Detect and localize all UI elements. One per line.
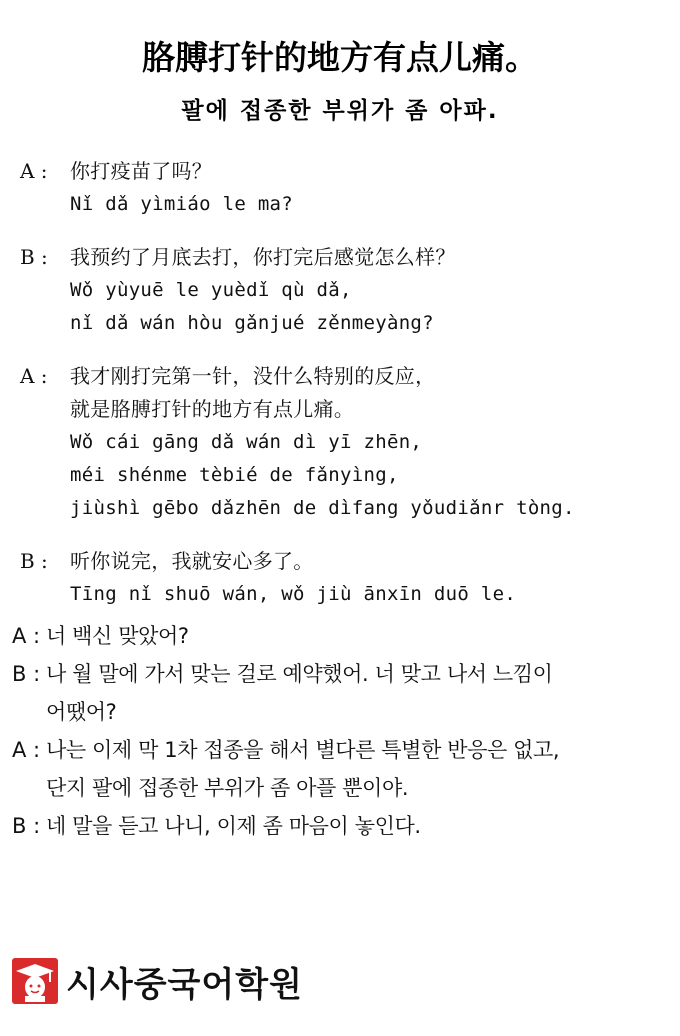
pinyin-line: Wǒ yùyuē le yuèdǐ qù dǎ, [70, 279, 352, 301]
chinese-line: 就是胳膊打针的地方有点儿痛。 [70, 397, 355, 421]
pinyin-line: Wǒ cái gāng dǎ wán dì yī zhēn, [70, 431, 423, 453]
speaker-label: B : [20, 549, 48, 573]
korean-line: 어땠어? [46, 700, 117, 724]
pinyin-line: jiùshì gēbo dǎzhēn de dìfang yǒudiǎnr tòng. [70, 497, 575, 519]
korean-line: 네 말을 듣고 나니, 이제 좀 마음이 놓인다. [46, 814, 421, 838]
speaker-label: B : [12, 662, 41, 686]
brand-logo [10, 956, 303, 1006]
dialogue-turn [20, 360, 670, 525]
pinyin-line: Tīng nǐ shuō wán, wǒ jiù ānxīn duō le. [70, 583, 517, 605]
page-subtitle: 팔에 접종한 부위가 좀 아파. [181, 98, 499, 124]
pinyin-line: Nǐ dǎ yìmiáo le ma? [70, 193, 294, 215]
speaker-label: A : [20, 364, 48, 388]
translation-turn [12, 617, 672, 655]
korean-line: 너 백신 맞았어? [46, 624, 189, 648]
chinese-line: 我预约了月底去打，你打完后感觉怎么样？ [70, 245, 456, 269]
speaker-label: B : [20, 245, 48, 269]
speaker-label: A : [12, 738, 41, 762]
pinyin-line: méi shénme tèbié de fǎnyìng, [70, 464, 399, 486]
speaker-label: A : [20, 159, 48, 183]
speaker-label: A : [12, 624, 41, 648]
speaker-label: B : [12, 814, 41, 838]
dialogue-turn [20, 241, 670, 340]
korean-translation [12, 617, 672, 845]
dialogue-turn [20, 155, 670, 221]
chinese-line: 你打疫苗了吗？ [70, 159, 213, 183]
translation-turn [12, 655, 672, 731]
korean-line: 나는 이제 막 1차 접종을 해서 별다른 특별한 반응은 없고, [46, 738, 560, 762]
korean-line: 단지 팔에 접종한 부위가 좀 아플 뿐이야. [46, 776, 409, 800]
translation-turn [12, 731, 672, 807]
dialogue-turn [20, 545, 670, 611]
sisa-logo-icon [10, 956, 60, 1006]
brand-name: 시사중국어학원 [66, 964, 303, 1005]
chinese-line: 听你说完，我就安心多了。 [70, 549, 314, 573]
translation-turn [12, 807, 672, 845]
pinyin-line: nǐ dǎ wán hòu gǎnjué zěnmeyàng? [70, 312, 434, 334]
chinese-dialogue [20, 155, 670, 631]
page-title: 胳膊打针的地方有点儿痛。 [142, 38, 538, 77]
korean-line: 나 월 말에 가서 맞는 걸로 예약했어. 너 맞고 나서 느낌이 [46, 662, 553, 686]
chinese-line: 我才刚打完第一针，没什么特别的反应， [70, 364, 436, 388]
